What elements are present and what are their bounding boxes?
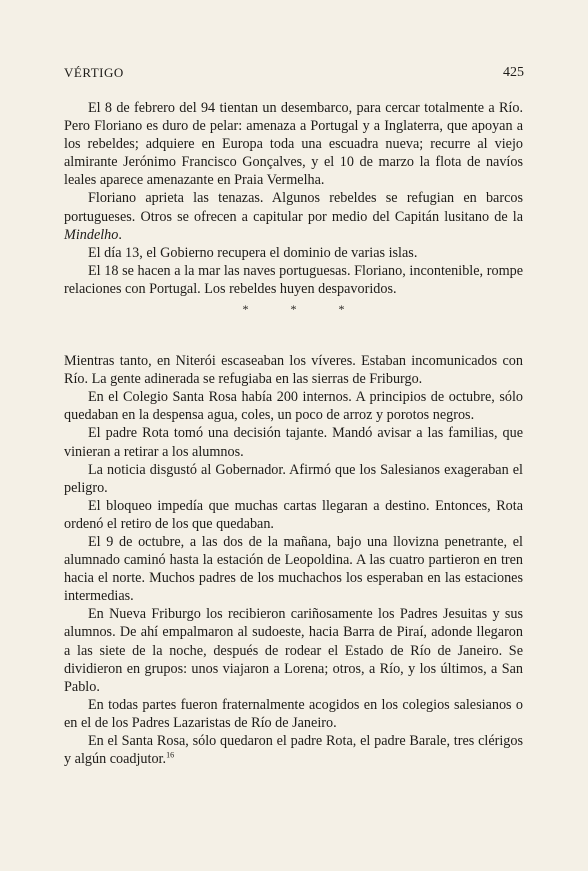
paragraph: El día 13, el Gobierno recupera el dominio de varias islas.: [88, 244, 418, 261]
separator-asterisk: *: [290, 302, 297, 317]
paragraph: El 18 se hacen a la mar las naves portuguesas. Floriano, incontenible, rompe relaciones con Portugal. Los rebeldes huyen despavoridos.: [64, 262, 523, 297]
body-text: [64, 99, 523, 768]
paragraph: En Nueva Friburgo los recibieron cariñosamente los Padres Jesuitas y sus alumnos. De ahí empalmaron al sudoeste, hacia Barra de Piraí, adonde llegaron a las siete de la noche, después de rodear el Estado de Río de Janeiro. Se dividieron en grupos: unos viajaron a Lorena; otros, a Río, y los últimos, a San Pablo.: [64, 606, 523, 695]
running-head-title: VÉRTIGO: [64, 65, 124, 80]
paragraph: El padre Rota tomó una decisión tajante. Mandó avisar a las familias, que vinieran a retirar a los alumnos.: [64, 425, 523, 460]
paragraph: El bloqueo impedía que muchas cartas llegaran a destino. Entonces, Rota ordenó el retiro de los que quedaban.: [64, 497, 523, 532]
paragraph-text: En el Santa Rosa, sólo quedaron el padre Rota, el padre Barale, tres clérigos y algún coadjutor.: [64, 733, 523, 768]
separator-asterisk: *: [242, 302, 249, 317]
paragraph: [64, 189, 523, 243]
paragraph-text: Floriano aprieta las tenazas. Algunos rebeldes se refugian en barcos portugueses. Otros se ofrecen a capitular por medio del Capitán lusitano de la: [64, 190, 523, 225]
paragraph: El 8 de febrero del 94 tientan un desembarco, para cercar totalmente a Río. Pero Floriano es duro de pelar: amenaza a Portugal y a Inglaterra, que apoyan a los rebeldes; adquiere en Europa toda una escuadra nueva; recurre al viejo almirante Jerónimo Francisco Gonçalves, y el 10 de marzo la flota de navíos leales aparece amenazante en Praia Vermelha.: [64, 100, 523, 189]
paragraph: En todas partes fueron fraternalmente acogidos en los colegios salesianos o en el de los Padres Lazaristas de Río de Janeiro.: [64, 696, 523, 731]
paragraph: La noticia disgustó al Gobernador. Afirmó que los Salesianos exageraban el peligro.: [64, 461, 523, 496]
footnote-reference: 16: [166, 750, 175, 760]
separator-asterisk: *: [338, 302, 345, 317]
ship-name: Mindelho: [64, 226, 119, 243]
paragraph-text: .: [118, 226, 122, 243]
section-separator: [64, 300, 523, 318]
paragraph: [64, 732, 523, 768]
paragraph: El 9 de octubre, a las dos de la mañana, bajo una llovizna penetrante, el alumnado caminó hasta la estación de Leopoldina. A las cuatro partieron en tren hacia el norte. Muchos padres de los muchachos los esperaban en las estaciones intermedias.: [64, 533, 523, 605]
paragraph: Mientras tanto, en Niterói escaseaban los víveres. Estaban incomunicados con Río. La gente adinerada se refugiaba en las sierras de Friburgo.: [64, 353, 523, 388]
running-head: [64, 65, 524, 83]
page-number: 425: [503, 65, 524, 80]
paragraph: En el Colegio Santa Rosa había 200 internos. A principios de octubre, sólo quedaban en la despensa agua, coles, un poco de arroz y porotos negros.: [64, 389, 523, 424]
